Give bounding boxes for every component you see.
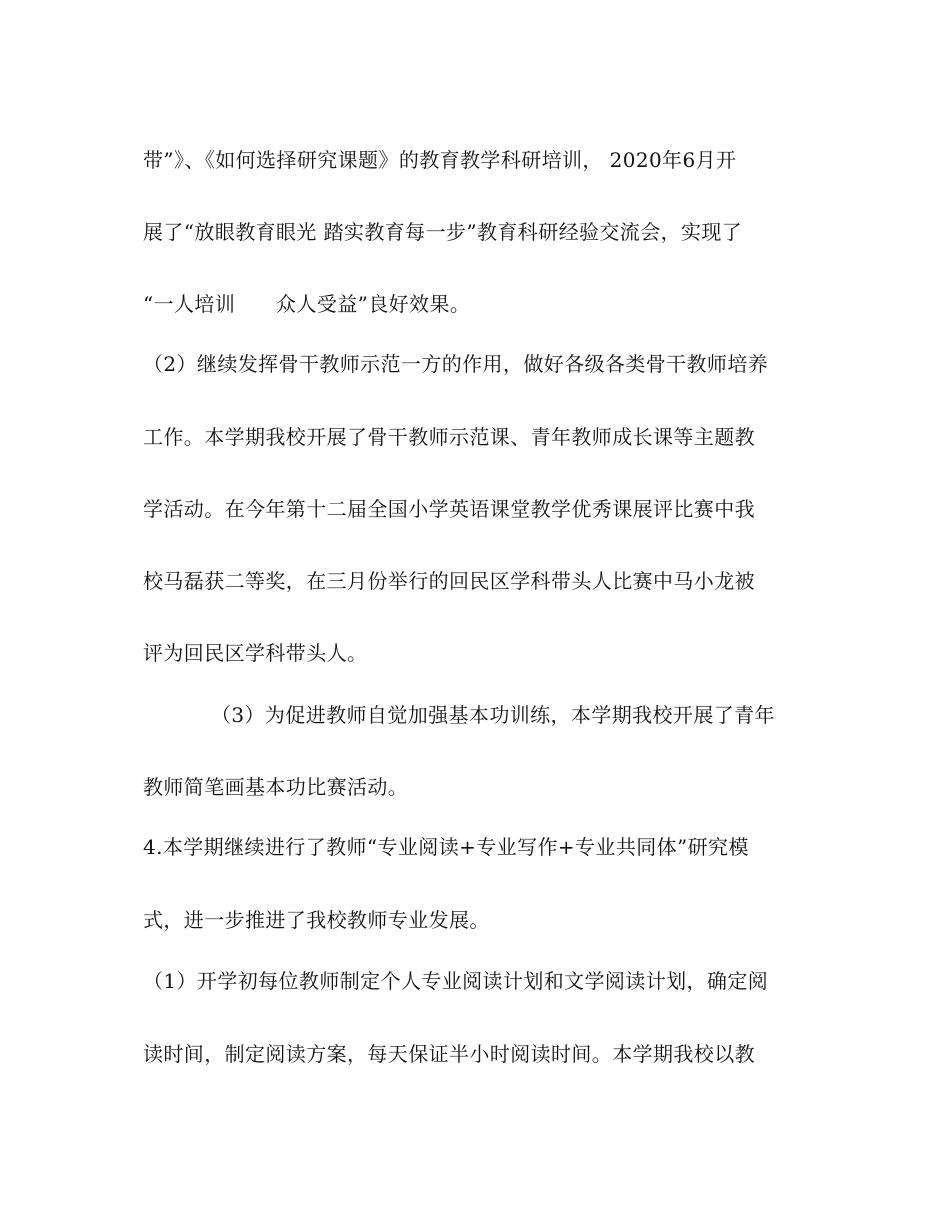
- paragraph-line-2: 展了“放眼教育眼光 踏实教育每一步”教育科研经验交流会，实现了: [143, 220, 743, 244]
- paragraph-line-3: “一人培训 众人受益”良好效果。: [143, 292, 471, 316]
- paragraph-line-13: （1）开学初每位教师制定个人专业阅读计划和文学阅读计划，确定阅: [143, 969, 769, 993]
- paragraph-line-14: 读时间，制定阅读方案，每天保证半小时阅读时间。本学期我校以教: [143, 1042, 755, 1066]
- paragraph-line-12: 式，进一步推进了我校教师专业发展。: [143, 908, 490, 932]
- paragraph-line-11: 4.本学期继续进行了教师“专业阅读+专业写作+专业共同体”研究模: [143, 835, 749, 859]
- paragraph-line-6: 学活动。在今年第十二届全国小学英语课堂教学优秀课展评比赛中我: [143, 497, 755, 521]
- paragraph-line-8: 评为回民区学科带头人。: [143, 641, 368, 665]
- paragraph-line-9: （3）为促进教师自觉加强基本功训练，本学期我校开展了青年: [211, 703, 775, 727]
- paragraph-line-7: 校马磊获二等奖，在三月份举行的回民区学科带头人比赛中马小龙被: [143, 569, 755, 593]
- paragraph-line-1: 带”》、《如何选择研究课题》的教育教学科研培训， 2020年6月开: [143, 148, 737, 172]
- paragraph-line-10: 教师简笔画基本功比赛活动。: [143, 775, 409, 799]
- paragraph-line-5: 工作。本学期我校开展了骨干教师示范课、青年教师成长课等主题教: [143, 425, 755, 449]
- paragraph-line-4: （2）继续发挥骨干教师示范一方的作用，做好各级各类骨干教师培养: [143, 352, 769, 376]
